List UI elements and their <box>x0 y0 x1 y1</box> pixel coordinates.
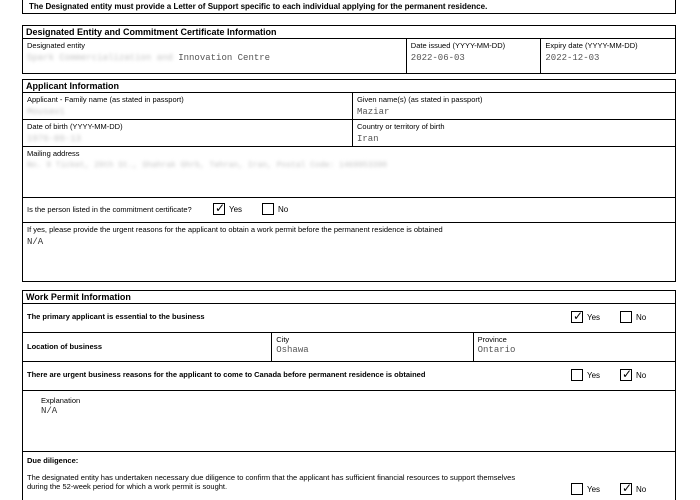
due-diligence-title: Due diligence: <box>27 456 79 465</box>
urgent-no-checkbox[interactable] <box>620 369 632 381</box>
listed-yes-checkbox[interactable] <box>213 203 225 215</box>
notice-banner <box>22 0 676 14</box>
due-no-option[interactable] <box>620 483 646 495</box>
date-issued-label: Date issued (YYYY-MM-DD) <box>410 41 506 50</box>
mailing-address-label: Mailing address <box>27 149 80 158</box>
essential-question: The primary applicant is essential to the business <box>27 312 205 321</box>
urgent-yes-checkbox[interactable] <box>571 369 583 381</box>
essential-no-label: No <box>636 312 647 322</box>
due-no-checkbox[interactable] <box>620 483 632 495</box>
due-yes-checkbox[interactable] <box>571 483 583 495</box>
designated-entity-cell <box>23 39 407 73</box>
dob-label: Date of birth (YYYY-MM-DD) <box>27 122 123 131</box>
designated-entity-field[interactable] <box>27 53 402 63</box>
city-label: City <box>276 335 290 344</box>
province-field[interactable]: Ontario <box>477 345 516 355</box>
due-diligence-cell <box>23 452 675 500</box>
date-issued-field[interactable]: 2022-06-03 <box>410 53 465 63</box>
essential-yes-option[interactable] <box>571 311 600 323</box>
urgent-no-label: No <box>636 370 647 380</box>
due-diligence-text-2: during the 52-week period for which a work permit is sought. <box>27 482 228 491</box>
applicant-title: Applicant Information <box>23 80 675 93</box>
country-field[interactable]: Iran <box>356 134 379 144</box>
urgent-yes-option[interactable] <box>571 369 600 381</box>
location-cell <box>23 333 272 361</box>
urgent-reasons-cell <box>23 223 675 271</box>
date-issued-cell <box>407 39 542 73</box>
dob-field[interactable]: 1976-09-13 <box>27 134 82 144</box>
urgent-reasons-label: If yes, please provide the urgent reasons for the applicant to obtain a work permit before the permanent residence is obtained <box>27 225 443 234</box>
expiry-date-field[interactable]: 2022-12-03 <box>545 53 600 63</box>
given-name-field[interactable]: Maziar <box>356 107 390 117</box>
explanation-label: Explanation <box>41 396 81 405</box>
designated-entity-title: Designated Entity and Commitment Certificate Information <box>23 26 675 39</box>
city-cell <box>272 333 473 361</box>
essential-no-option[interactable] <box>620 311 646 323</box>
explanation-cell <box>23 391 675 451</box>
explanation-field[interactable]: N/A <box>41 406 58 416</box>
province-cell <box>474 333 675 361</box>
designated-entity-redacted: Spark Commercialization and <box>27 53 173 63</box>
expiry-date-cell <box>541 39 675 73</box>
location-label: Location of business <box>27 342 103 351</box>
urgent-no-option[interactable] <box>620 369 646 381</box>
designated-entity-value: Innovation Centre <box>178 53 271 63</box>
urgent-yes-label: Yes <box>587 370 601 380</box>
due-no-label: No <box>636 484 647 494</box>
due-yes-option[interactable] <box>571 483 600 495</box>
work-permit-title: Work Permit Information <box>23 291 675 304</box>
family-name-cell <box>23 93 353 119</box>
listed-no-checkbox[interactable] <box>262 203 274 215</box>
listed-yes-option[interactable] <box>213 203 242 215</box>
listed-question-cell <box>23 198 675 222</box>
designated-entity-label: Designated entity <box>27 41 85 50</box>
family-name-label: Applicant - Family name (as stated in passport) <box>27 95 184 104</box>
essential-row <box>23 304 675 332</box>
urgent-business-question: There are urgent business reasons for the applicant to come to Canada before permanent residence is obtained <box>27 370 426 379</box>
province-label: Province <box>477 335 507 344</box>
listed-question-label: Is the person listed in the commitment certificate? <box>27 205 192 214</box>
country-cell <box>353 120 675 146</box>
mailing-address-cell <box>23 147 675 197</box>
expiry-date-label: Expiry date (YYYY-MM-DD) <box>545 41 638 50</box>
family-name-field[interactable]: Mousavi <box>27 107 65 117</box>
city-field[interactable]: Oshawa <box>276 345 309 355</box>
listed-yes-label: Yes <box>229 204 243 214</box>
given-name-label: Given name(s) (as stated in passport) <box>356 95 483 104</box>
urgent-reasons-field[interactable]: N/A <box>27 237 44 247</box>
urgent-business-row <box>23 362 675 390</box>
essential-no-checkbox[interactable] <box>620 311 632 323</box>
listed-no-option[interactable] <box>262 203 288 215</box>
listed-no-label: No <box>278 204 289 214</box>
dob-cell <box>23 120 353 146</box>
country-label: Country or territory of birth <box>356 122 445 131</box>
notice-text: The Designated entity must provide a Letter of Support specific to each individual applying for the permanent residence. <box>29 2 488 11</box>
due-yes-label: Yes <box>587 484 601 494</box>
essential-yes-checkbox[interactable] <box>571 311 583 323</box>
designated-entity-section <box>22 25 676 74</box>
given-name-cell <box>353 93 675 119</box>
applicant-section <box>22 79 676 282</box>
mailing-address-field[interactable]: No. 9 Ticket, 29th St., Shahrak Ghrb, Tehran, Iran, Postal Code: 1469953390 <box>27 161 388 170</box>
work-permit-section <box>22 290 676 500</box>
due-diligence-text-1: The designated entity has undertaken necessary due diligence to confirm that the applicant has sufficient financial resources to support themselves <box>27 473 516 482</box>
essential-yes-label: Yes <box>587 312 601 322</box>
